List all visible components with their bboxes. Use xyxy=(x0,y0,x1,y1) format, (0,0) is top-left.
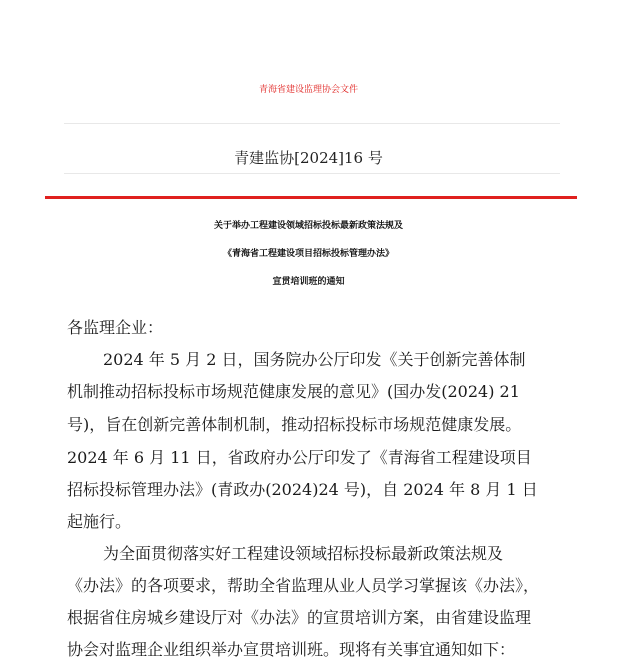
paragraph-1-line-6: 起施行。 xyxy=(67,512,132,531)
paragraph-2-line-1: 为全面贯彻落实好工程建设领域招标投标最新政策法规及 xyxy=(103,544,504,563)
paragraph-2-line-4: 协会对监理企业组织举办宣贯培训班。现将有关事宜通知如下： xyxy=(67,640,516,659)
paragraph-1-line-3: 号)，旨在创新完善体制机制，推动招标投标市场规范健康发展。 xyxy=(67,415,522,434)
paragraph-1-line-1: 2024 年 5 月 2 日，国务院办公厅印发《关于创新完善体制 xyxy=(103,350,526,369)
paragraph-2-line-3: 根据省住房城乡建设厅对《办法》的宣贯培训方案，由省建设监理 xyxy=(67,608,532,627)
paragraph-2-line-2: 《办法》的各项要求，帮助全省监理从业人员学习掌握该《办法》， xyxy=(67,576,540,595)
doc-number-thin-divider xyxy=(64,173,560,174)
notice-title-line-3: 宣贯培训班的通知 xyxy=(272,277,345,287)
letterhead-red-rule xyxy=(45,196,577,199)
notice-title-line-1: 关于举办工程建设领域招标投标最新政策法规及 xyxy=(213,221,403,231)
document-number: 青建监协[2024]16 号 xyxy=(234,149,383,167)
salutation: 各监理企业： xyxy=(67,318,164,337)
org-letterhead-title: 青海省建设监理协会文件 xyxy=(258,85,358,95)
paragraph-1-line-5: 招标投标管理办法》(青政办(2024)24 号)，自 2024 年 8 月 1 日 xyxy=(67,480,538,499)
letterhead-thin-divider xyxy=(64,123,560,124)
paragraph-1-line-2: 机制推动招标投标市场规范健康发展的意见》(国办发(2024) 21 xyxy=(67,382,520,401)
paragraph-1-line-4: 2024 年 6 月 11 日，省政府办公厅印发了《青海省工程建设项目 xyxy=(67,448,532,467)
notice-title-line-2: 《青海省工程建设项目招标投标管理办法》 xyxy=(222,249,394,259)
